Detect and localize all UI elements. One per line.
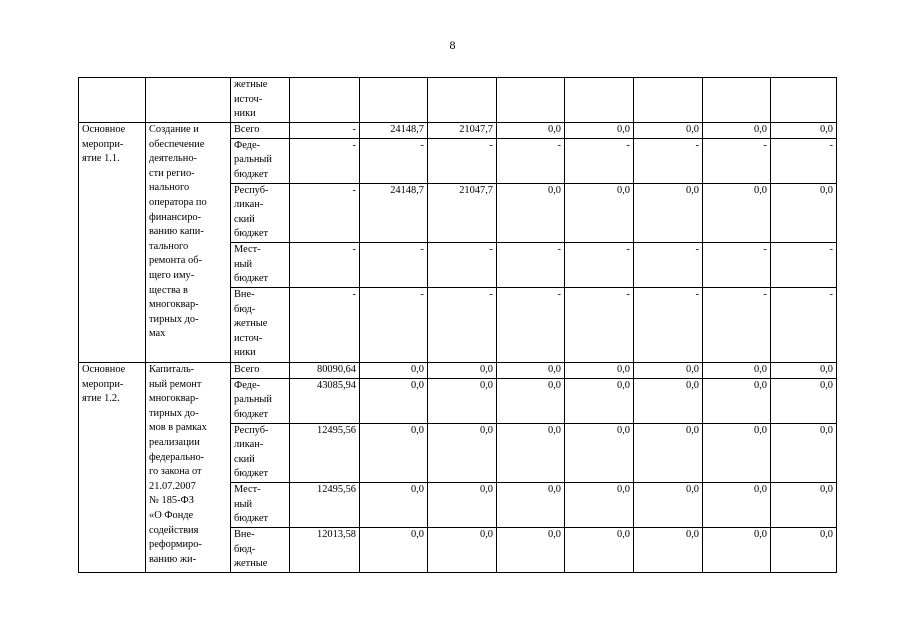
activity-description: Капиталь- ный ремонт многоквар- тирных до- мов в рамках реализации федерально- го закона от 21.07.2007 № 185-ФЗ «О Фонде содействия реформиро- ванию жи- [146,362,231,572]
value-cell: 0,0 [497,362,565,378]
value-cell: - [771,242,837,287]
budget-table [78,77,837,573]
value-cell: 0,0 [565,183,634,242]
activity-description: Создание и обеспечение деятельно- сти регио- нального оператора по финансиро- ванию капи- тального ремонта об- щего иму- щества в многоквар- тирных до- мах [146,123,231,363]
value-cell: - [428,138,497,183]
activity-label: Основное меропри- ятие 1.2. [79,362,146,572]
value-cell: - [428,287,497,362]
value-cell: 0,0 [565,423,634,482]
value-cell: 0,0 [703,362,771,378]
funding-source-cell: жетные источ- ники [231,78,290,123]
value-cell: - [360,242,428,287]
value-cell: 0,0 [771,423,837,482]
value-cell: - [771,287,837,362]
value-cell: 0,0 [634,183,703,242]
value-cell: - [497,242,565,287]
value-cell: 0,0 [565,527,634,572]
activity-cell [79,78,146,123]
value-cell: 0,0 [703,183,771,242]
value-cell: - [290,287,360,362]
value-cell: - [634,287,703,362]
funding-source-cell: Феде- ральный бюджет [231,378,290,423]
value-cell: - [565,242,634,287]
value-cell: - [565,138,634,183]
value-cell: 0,0 [428,378,497,423]
value-cell: 0,0 [565,362,634,378]
value-cell: 0,0 [634,527,703,572]
value-cell: - [290,123,360,139]
value-cell: 0,0 [428,482,497,527]
value-cell: 0,0 [497,123,565,139]
value-cell: 0,0 [428,527,497,572]
value-cell: 0,0 [634,362,703,378]
value-cell [634,78,703,123]
value-cell: 0,0 [703,423,771,482]
funding-source-cell: Всего [231,123,290,139]
page-number: 8 [449,38,456,52]
value-cell [360,78,428,123]
funding-source-cell: Всего [231,362,290,378]
value-cell: 0,0 [771,362,837,378]
funding-source-cell: Феде- ральный бюджет [231,138,290,183]
value-cell: 12013,58 [290,527,360,572]
value-cell: 12495,56 [290,423,360,482]
value-cell [428,78,497,123]
value-cell [703,78,771,123]
value-cell: 0,0 [703,482,771,527]
funding-source-cell: Мест- ный бюджет [231,482,290,527]
value-cell: - [634,242,703,287]
value-cell: 0,0 [360,423,428,482]
value-cell: 0,0 [703,123,771,139]
value-cell: 0,0 [771,123,837,139]
value-cell: - [703,138,771,183]
value-cell: 0,0 [565,482,634,527]
value-cell: 43085,94 [290,378,360,423]
value-cell [771,78,837,123]
value-cell [497,78,565,123]
value-cell: 0,0 [497,423,565,482]
funding-source-cell: Мест- ный бюджет [231,242,290,287]
value-cell: 0,0 [497,482,565,527]
value-cell: 0,0 [771,378,837,423]
value-cell [290,78,360,123]
value-cell: - [634,138,703,183]
value-cell: - [360,138,428,183]
value-cell [565,78,634,123]
value-cell: - [290,183,360,242]
value-cell: 0,0 [428,423,497,482]
value-cell: - [290,138,360,183]
value-cell: 12495,56 [290,482,360,527]
value-cell: 0,0 [565,378,634,423]
value-cell: 21047,7 [428,123,497,139]
value-cell: 0,0 [565,123,634,139]
value-cell: 0,0 [634,423,703,482]
value-cell: 0,0 [497,378,565,423]
value-cell: 24148,7 [360,183,428,242]
value-cell: - [428,242,497,287]
value-cell: 80090,64 [290,362,360,378]
funding-source-cell: Респуб- ликан- ский бюджет [231,183,290,242]
value-cell: 0,0 [634,378,703,423]
table-row [79,78,837,123]
value-cell: - [565,287,634,362]
value-cell: - [703,287,771,362]
value-cell: 0,0 [360,378,428,423]
activity-label: Основное меропри- ятие 1.1. [79,123,146,363]
value-cell: 0,0 [634,123,703,139]
value-cell: 0,0 [360,527,428,572]
value-cell: 0,0 [771,527,837,572]
value-cell: - [703,242,771,287]
value-cell: 0,0 [360,482,428,527]
value-cell: 0,0 [428,362,497,378]
funding-source-cell: Вне- бюд- жетные [231,527,290,572]
value-cell: 0,0 [634,482,703,527]
value-cell: 0,0 [497,527,565,572]
value-cell: - [497,287,565,362]
value-cell: 0,0 [771,183,837,242]
value-cell: 0,0 [703,378,771,423]
value-cell: 0,0 [497,183,565,242]
table-row [79,362,837,378]
value-cell: 0,0 [771,482,837,527]
value-cell: 21047,7 [428,183,497,242]
table-row [79,123,837,139]
value-cell: - [497,138,565,183]
value-cell: 0,0 [703,527,771,572]
value-cell: 0,0 [360,362,428,378]
value-cell: 24148,7 [360,123,428,139]
description-cell [146,78,231,123]
value-cell: - [360,287,428,362]
value-cell: - [771,138,837,183]
value-cell: - [290,242,360,287]
funding-source-cell: Вне- бюд- жетные источ- ники [231,287,290,362]
funding-source-cell: Респуб- ликан- ский бюджет [231,423,290,482]
